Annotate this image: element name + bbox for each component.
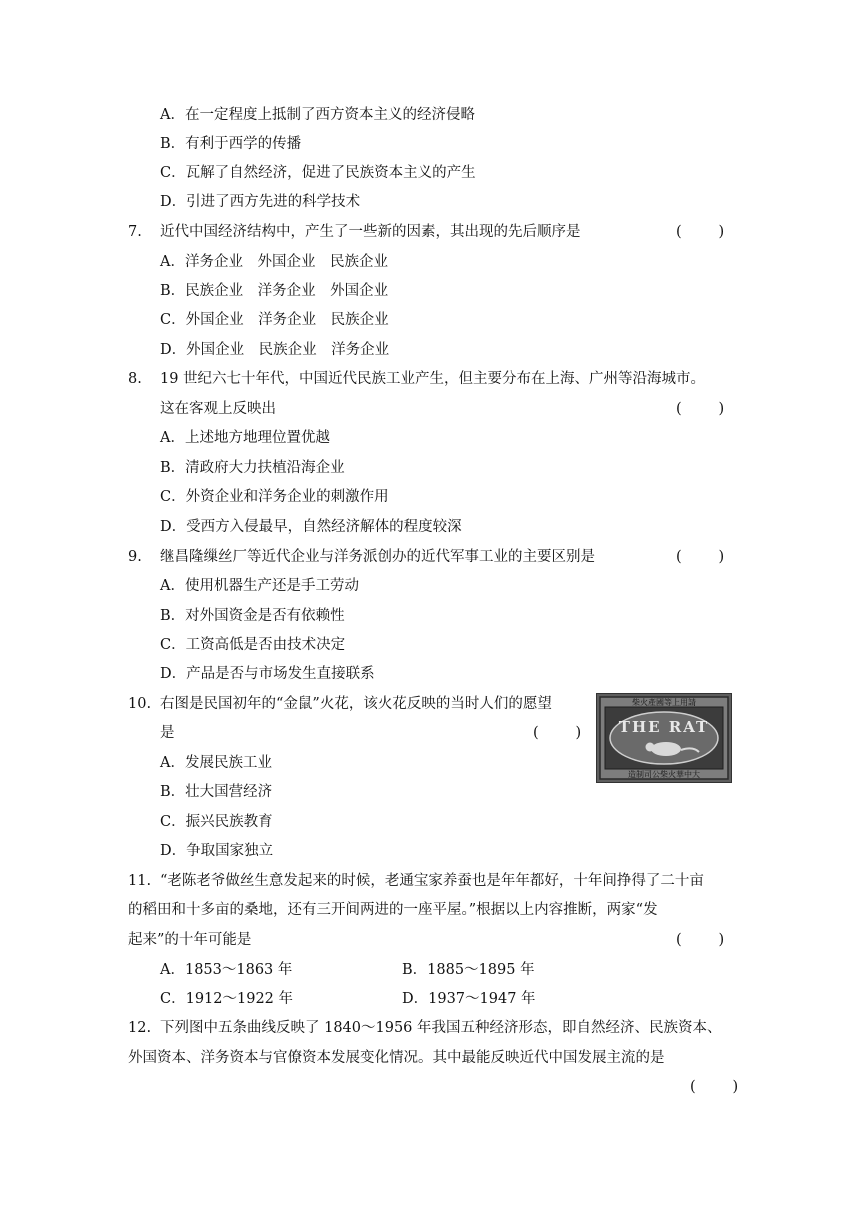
- q9-option-a: A．使用机器生产还是手工劳动: [160, 578, 359, 594]
- matchbox-top-text: 柴火產國等上用請: [632, 698, 696, 707]
- q12-answer-paren: ( ): [690, 1079, 739, 1095]
- q12-number: 12.: [128, 1020, 152, 1036]
- q9-answer-paren: ( ): [676, 549, 725, 565]
- matchbox-bottom-text: 造制司公柴火華中大: [628, 770, 700, 779]
- q10-answer-paren: ( ): [533, 725, 582, 741]
- q7-option-d: D．外国企业 民族企业 洋务企业: [160, 342, 390, 358]
- q8-option-c: C．外资企业和洋务企业的刺激作用: [160, 489, 389, 505]
- q9-option-d: D．产品是否与市场发生直接联系: [160, 666, 375, 682]
- golden-rat-matchbox-image: [596, 693, 732, 783]
- q7-answer-paren: ( ): [676, 224, 725, 240]
- q8-option-b: B．清政府大力扶植沿海企业: [160, 460, 345, 476]
- q11-number: 11.: [128, 873, 152, 889]
- q8-option-a: A．上述地方地理位置优越: [160, 430, 330, 446]
- q10-option-a: A．发展民族工业: [160, 755, 272, 771]
- q10-option-d: D．争取国家独立: [160, 843, 274, 859]
- q11-answer-paren: ( ): [676, 932, 725, 948]
- q12-stem: 下列图中五条曲线反映了 1840～1956 年我国五种经济形态，即自然经济、民族资本、: [160, 1020, 722, 1036]
- q11-option-d: D．1937～1947 年: [402, 991, 536, 1007]
- q9-option-c: C．工资高低是否由技术决定: [160, 637, 346, 653]
- q10-number: 10.: [128, 696, 152, 712]
- q11-stem: “老陈老爷做丝生意发起来的时候，老通宝家养蚕也是年年都好，十年间挣得了二十亩: [160, 873, 704, 889]
- q10-option-b: B．壮大国营经济: [160, 784, 273, 800]
- q9-option-b: B．对外国资金是否有依赖性: [160, 608, 345, 624]
- q9-stem: 继昌隆缫丝厂等近代企业与洋务派创办的近代军事工业的主要区别是: [160, 549, 595, 565]
- q11-option-c: C．1912～1922 年: [160, 991, 294, 1007]
- q7-option-c: C．外国企业 洋务企业 民族企业: [160, 312, 389, 328]
- q10-stem-continued: 是: [160, 725, 175, 741]
- q8-number: 8.: [128, 371, 142, 387]
- q7-option-a: A．洋务企业 外国企业 民族企业: [160, 254, 388, 270]
- q11-stem-continued: 的稻田和十多亩的桑地，还有三开间两进的一座平屋。”根据以上内容推断，两家“发: [128, 902, 658, 918]
- q6-option-a: A．在一定程度上抵制了西方资本主义的经济侵略: [160, 107, 475, 123]
- q6-option-b: B．有利于西学的传播: [160, 136, 302, 152]
- q11-option-a: A．1853～1863 年: [160, 962, 293, 978]
- q8-option-d: D．受西方入侵最早，自然经济解体的程度较深: [160, 519, 462, 535]
- q7-option-b: B．民族企业 洋务企业 外国企业: [160, 283, 389, 299]
- q7-number: 7.: [128, 224, 142, 240]
- matchbox-center-text: THE RAT: [618, 718, 710, 736]
- q6-option-c: C．瓦解了自然经济，促进了民族资本主义的产生: [160, 165, 476, 181]
- q8-stem-continued: 这在客观上反映出: [160, 401, 276, 417]
- q12-stem-continued: 外国资本、洋务资本与官僚资本发展变化情况。其中最能反映近代中国发展主流的是: [128, 1050, 665, 1066]
- q11-option-b: B．1885～1895 年: [402, 962, 535, 978]
- q10-option-c: C．振兴民族教育: [160, 814, 273, 830]
- q9-number: 9.: [128, 549, 142, 565]
- q8-stem: 19 世纪六七十年代，中国近代民族工业产生，但主要分布在上海、广州等沿海城市。: [160, 371, 706, 387]
- q11-stem-continued-2: 起来”的十年可能是: [128, 932, 252, 948]
- matchbox-label-illustration: [597, 694, 731, 782]
- q7-stem: 近代中国经济结构中，产生了一些新的因素，其出现的先后顺序是: [160, 224, 581, 240]
- q8-answer-paren: ( ): [676, 401, 725, 417]
- q6-option-d: D．引进了西方先进的科学技术: [160, 194, 361, 210]
- q10-stem: 右图是民国初年的“金鼠”火花，该火花反映的当时人们的愿望: [160, 696, 552, 712]
